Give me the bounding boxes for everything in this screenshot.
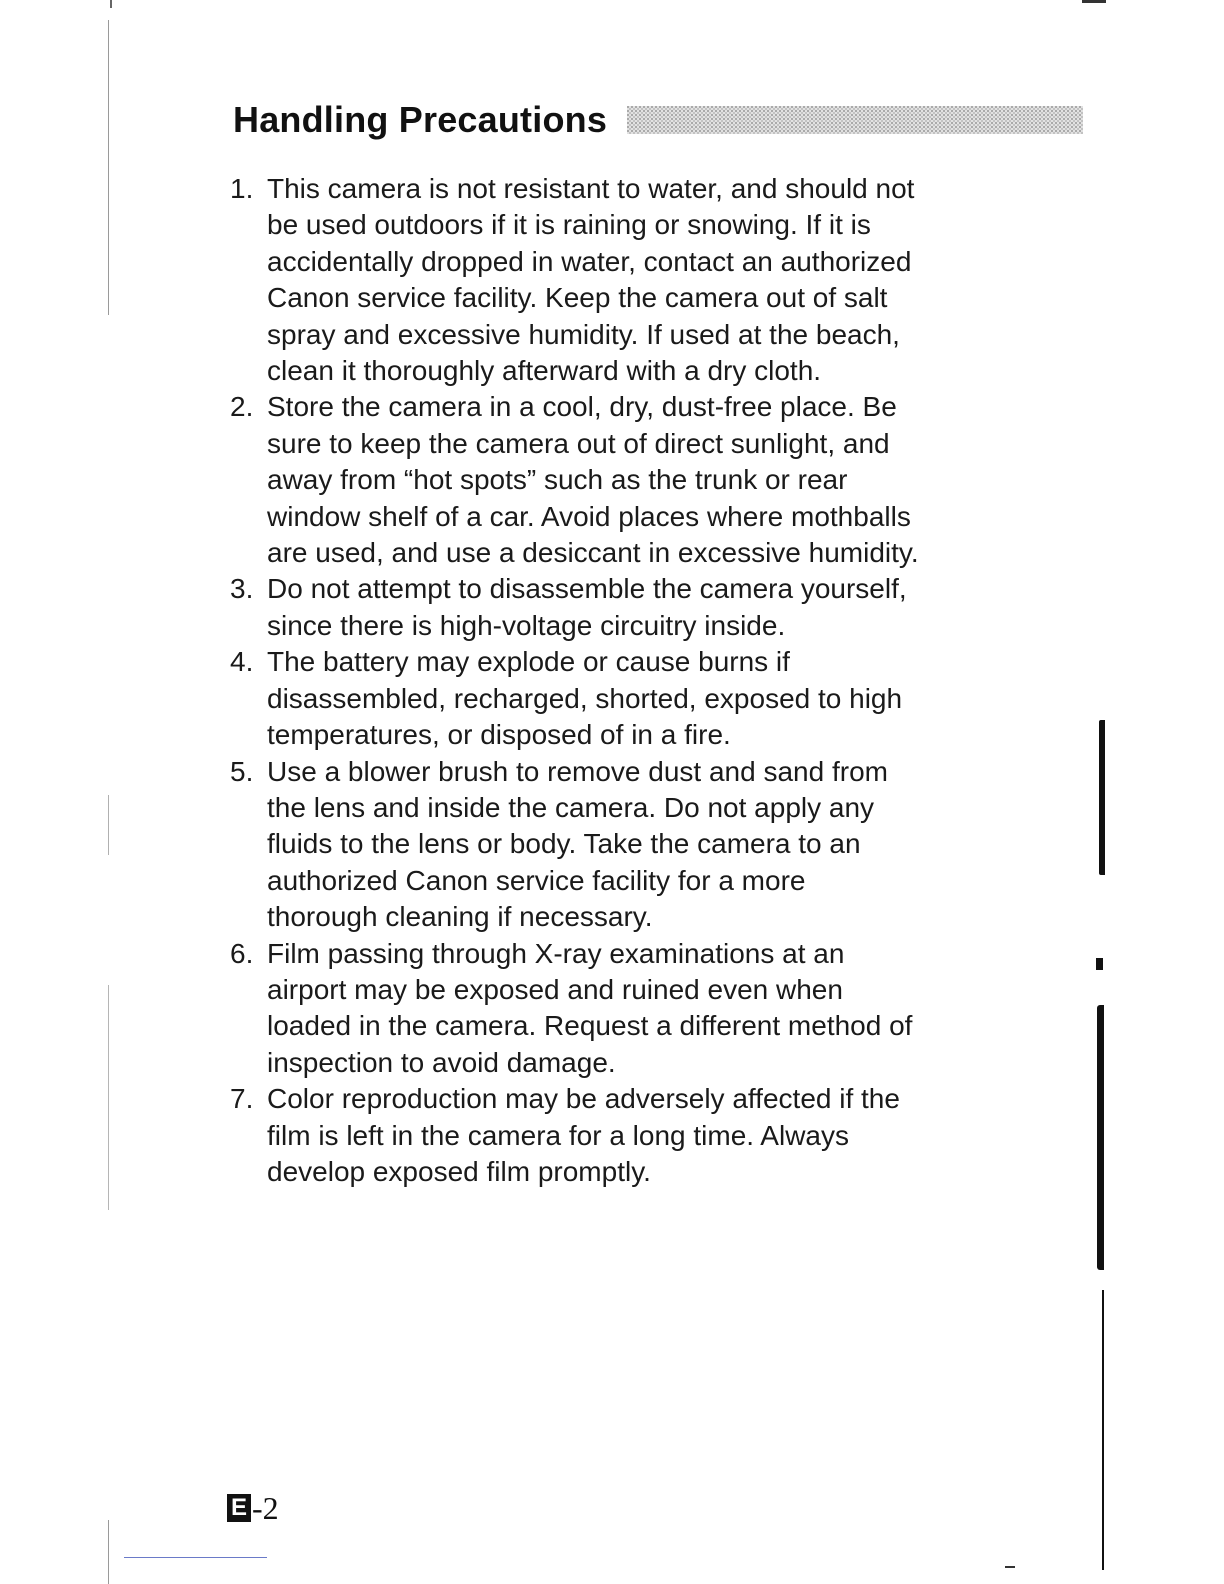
scan-artifact-right-edge [1099,720,1105,875]
item-number: 1. [230,173,254,204]
scan-artifact-top-right [1082,0,1106,3]
heading-halftone-bar [627,106,1083,134]
scan-artifact-right-edge [1096,958,1103,970]
list-item [230,936,1010,1082]
scan-artifact-right-edge [1097,1005,1104,1270]
section-badge: E [227,1494,251,1522]
scan-artifact-bottom-mark [1005,1566,1015,1568]
list-item [230,389,1010,571]
item-text: Use a blower brush to remove dust and sand from the lens and inside the camera. Do not apply any fluids to the lens or body. Take the camera to an authorized Canon service facility for a more thorough cleaning if necessary. [267,755,888,933]
item-number: 2. [230,391,254,423]
item-text: Store the camera in a cool, dry, dust-free place. Be sure to keep the camera out of direct sunlight, and away from “hot spots” such as the trunk or rear window shelf of a car. Avoid places where mothballs are used, and use a desiccant in excessive humidity. [267,391,919,569]
list-item [230,644,1010,753]
scan-artifact-left-edge [108,985,109,1210]
scan-artifact-left-edge [108,795,109,855]
item-number: 5. [230,755,254,787]
list-item [230,754,1010,936]
scan-artifact-bottom-line [124,1557,267,1558]
scan-artifact-left-edge [108,1520,109,1584]
item-text: This camera is not resistant to water, and should not be used outdoors if it is raining or snowing. If it is accidentally dropped in water, contact an authorized Canon service facility. Keep the camera out of salt spray and excessive humidity. If used at the beach, clean it thoroughly afterward with a dry cloth. [267,173,915,387]
page-number: -2 [252,1490,279,1526]
section-header [233,96,1083,144]
item-number: 4. [230,646,254,678]
item-text: Color reproduction may be adversely affected if the film is left in the camera for a long time. Always develop exposed film promptly. [267,1083,900,1187]
scan-artifact-top-mark [110,0,112,8]
item-number: 6. [230,937,254,969]
list-item [230,1081,1010,1190]
page-title: Handling Precautions [233,99,608,140]
item-number: 3. [230,573,254,605]
scan-artifact-left-edge [108,20,109,315]
item-number: 7. [230,1083,254,1115]
list-item [230,571,1010,644]
precautions-list [230,171,1010,1190]
list-item [230,171,1010,389]
item-text: Film passing through X-ray examinations at an airport may be exposed and ruined even when loaded in the camera. Request a different method of inspection to avoid damage. [267,937,913,1078]
page-footer [227,1490,279,1526]
scan-artifact-right-edge [1102,1290,1104,1570]
item-text: The battery may explode or cause burns if disassembled, recharged, shorted, exposed to high temperatures, or disposed of in a fire. [267,646,903,751]
item-text: Do not attempt to disassemble the camera yourself, since there is high-voltage circuitry inside. [267,573,907,641]
